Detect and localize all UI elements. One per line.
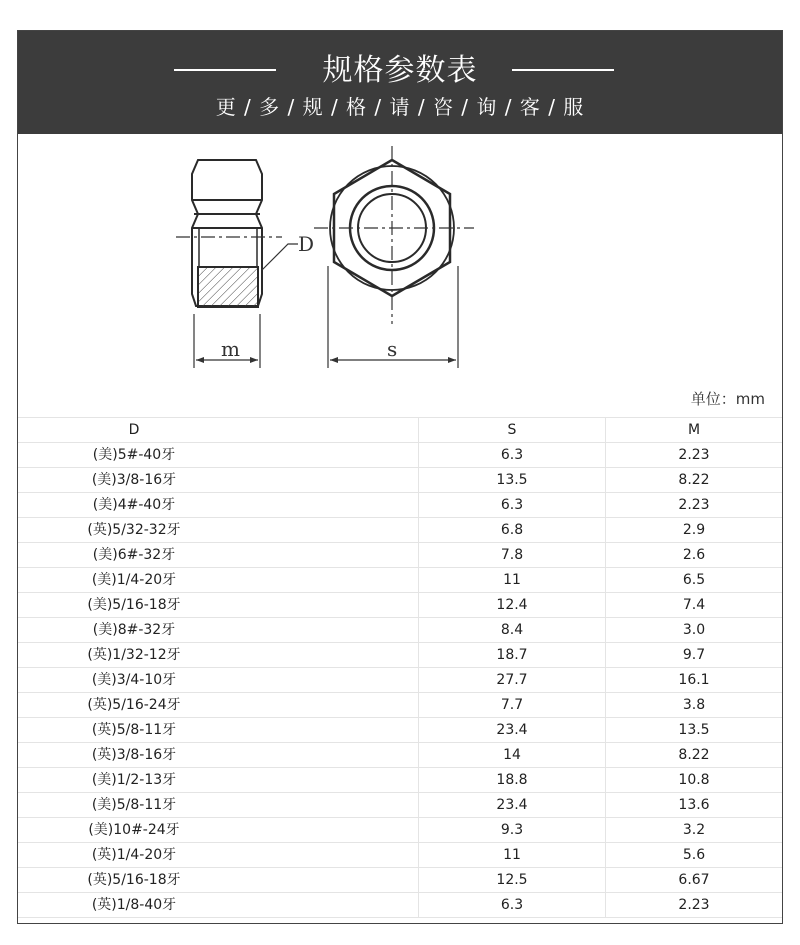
table-row bbox=[18, 468, 782, 493]
cell-d: (美)3/8-16牙 bbox=[18, 468, 250, 493]
hex-nut-technical-drawing bbox=[18, 134, 782, 384]
table-row bbox=[18, 668, 782, 693]
table-row bbox=[18, 543, 782, 568]
cell-d: (美)1/2-13牙 bbox=[18, 768, 250, 793]
label-s: s bbox=[387, 337, 398, 361]
cell-m: 13.5 bbox=[606, 718, 783, 743]
cell-s: 14 bbox=[419, 743, 606, 768]
cell-s: 23.4 bbox=[419, 718, 606, 743]
label-d: D bbox=[298, 232, 315, 256]
cell-s: 11 bbox=[419, 568, 606, 593]
table-row bbox=[18, 768, 782, 793]
cell-m: 9.7 bbox=[606, 643, 783, 668]
cell-s: 27.7 bbox=[419, 668, 606, 693]
cell-s: 11 bbox=[419, 843, 606, 868]
cell-s: 7.8 bbox=[419, 543, 606, 568]
unit-label: 单位：mm bbox=[690, 390, 765, 408]
header-m: M bbox=[606, 418, 783, 443]
cell-s: 12.4 bbox=[419, 593, 606, 618]
table-row bbox=[18, 868, 782, 893]
cell-d: (美)8#-32牙 bbox=[18, 618, 250, 643]
cell-m: 7.4 bbox=[606, 593, 783, 618]
header-d: D bbox=[18, 418, 250, 443]
header-s: S bbox=[419, 418, 606, 443]
cell-s: 18.8 bbox=[419, 768, 606, 793]
cell-d: (美)5/8-11牙 bbox=[18, 793, 250, 818]
cell-m: 2.23 bbox=[606, 443, 783, 468]
cell-s: 12.5 bbox=[419, 868, 606, 893]
spec-table-body bbox=[18, 443, 782, 918]
table-row bbox=[18, 568, 782, 593]
cell-d: (美)3/4-10牙 bbox=[18, 668, 250, 693]
spec-table bbox=[18, 417, 782, 918]
table-row bbox=[18, 893, 782, 918]
cell-s: 9.3 bbox=[419, 818, 606, 843]
cell-m: 3.2 bbox=[606, 818, 783, 843]
table-row bbox=[18, 493, 782, 518]
cell-m: 2.6 bbox=[606, 543, 783, 568]
table-row bbox=[18, 743, 782, 768]
cell-d: (美)10#-24牙 bbox=[18, 818, 250, 843]
nut-side-view bbox=[192, 160, 262, 307]
cell-d: (美)6#-32牙 bbox=[18, 543, 250, 568]
page-title: 规格参数表 bbox=[322, 53, 478, 88]
cell-m: 2.9 bbox=[606, 518, 783, 543]
cell-s: 13.5 bbox=[419, 468, 606, 493]
table-row bbox=[18, 793, 782, 818]
cell-d: (英)1/8-40牙 bbox=[18, 893, 250, 918]
cell-d: (英)5/8-11牙 bbox=[18, 718, 250, 743]
cell-d: (英)1/32-12牙 bbox=[18, 643, 250, 668]
cell-m: 6.5 bbox=[606, 568, 783, 593]
table-row bbox=[18, 693, 782, 718]
table-row bbox=[18, 593, 782, 618]
cell-d: (英)5/16-24牙 bbox=[18, 693, 250, 718]
cell-s: 6.8 bbox=[419, 518, 606, 543]
cell-s: 23.4 bbox=[419, 793, 606, 818]
spec-sheet bbox=[17, 30, 783, 924]
cell-m: 3.0 bbox=[606, 618, 783, 643]
table-row bbox=[18, 618, 782, 643]
cell-m: 13.6 bbox=[606, 793, 783, 818]
table-row bbox=[18, 818, 782, 843]
cell-m: 8.22 bbox=[606, 743, 783, 768]
page-subtitle: 更 / 多 / 规 / 格 / 请 / 咨 / 询 / 客 / 服 bbox=[215, 95, 585, 119]
table-row bbox=[18, 443, 782, 468]
cell-m: 3.8 bbox=[606, 693, 783, 718]
cell-s: 8.4 bbox=[419, 618, 606, 643]
cell-m: 5.6 bbox=[606, 843, 783, 868]
cell-s: 6.3 bbox=[419, 893, 606, 918]
cell-d: (英)5/16-18牙 bbox=[18, 868, 250, 893]
cell-d: (美)5/16-18牙 bbox=[18, 593, 250, 618]
table-row bbox=[18, 518, 782, 543]
table-header-row bbox=[18, 418, 782, 443]
cell-d: (英)3/8-16牙 bbox=[18, 743, 250, 768]
cell-d: (美)5#-40牙 bbox=[18, 443, 250, 468]
cell-s: 18.7 bbox=[419, 643, 606, 668]
cell-s: 6.3 bbox=[419, 493, 606, 518]
table-row bbox=[18, 843, 782, 868]
cell-d: (英)5/32-32牙 bbox=[18, 518, 250, 543]
cell-s: 6.3 bbox=[419, 443, 606, 468]
table-row bbox=[18, 643, 782, 668]
cell-m: 2.23 bbox=[606, 893, 783, 918]
label-m: m bbox=[221, 337, 240, 361]
cell-d: (英)1/4-20牙 bbox=[18, 843, 250, 868]
cell-m: 6.67 bbox=[606, 868, 783, 893]
cell-d: (美)4#-40牙 bbox=[18, 493, 250, 518]
table-row bbox=[18, 718, 782, 743]
cell-m: 16.1 bbox=[606, 668, 783, 693]
cell-m: 10.8 bbox=[606, 768, 783, 793]
header-banner bbox=[18, 31, 782, 134]
cell-m: 2.23 bbox=[606, 493, 783, 518]
cell-s: 7.7 bbox=[419, 693, 606, 718]
cell-d: (美)1/4-20牙 bbox=[18, 568, 250, 593]
cell-m: 8.22 bbox=[606, 468, 783, 493]
